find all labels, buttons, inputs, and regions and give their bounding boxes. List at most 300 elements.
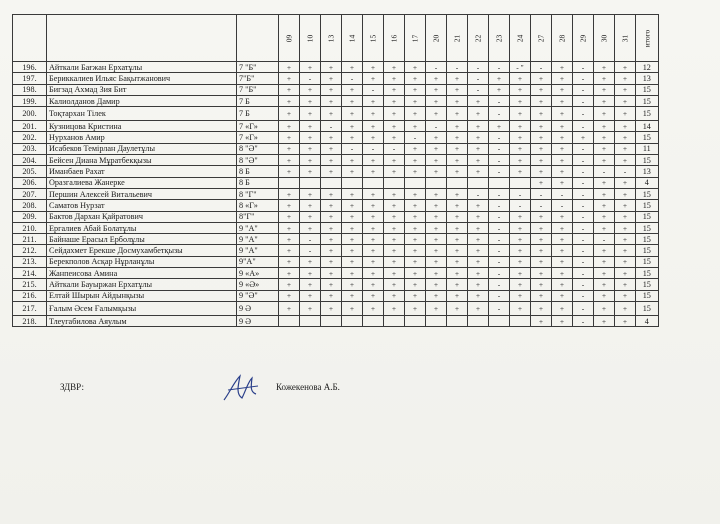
attendance-mark: - xyxy=(573,256,594,267)
attendance-mark: - xyxy=(489,62,510,73)
attendance-mark: + xyxy=(594,268,615,279)
attendance-mark: + xyxy=(510,301,531,315)
total-value: 15 xyxy=(636,222,659,233)
attendance-mark: + xyxy=(468,301,489,315)
attendance-mark: + xyxy=(279,290,300,301)
attendance-mark: + xyxy=(510,73,531,84)
attendance-mark: + xyxy=(510,155,531,166)
header-date-cell xyxy=(363,15,384,62)
date-label: 13 xyxy=(326,34,336,42)
attendance-mark: + xyxy=(615,211,636,222)
footer-role-label: ЗДВР: xyxy=(60,382,84,392)
attendance-mark: + xyxy=(363,279,384,290)
row-number: 202. xyxy=(13,132,47,143)
attendance-mark: + xyxy=(405,256,426,267)
attendance-mark: - xyxy=(489,132,510,143)
attendance-mark: + xyxy=(531,177,552,188)
attendance-mark: + xyxy=(552,301,573,315)
class-label: 8 Б xyxy=(237,177,279,188)
attendance-mark: - xyxy=(573,279,594,290)
attendance-mark: + xyxy=(552,62,573,73)
attendance-mark: - xyxy=(573,301,594,315)
attendance-mark: + xyxy=(321,245,342,256)
header-date-cell xyxy=(489,15,510,62)
attendance-mark: + xyxy=(552,121,573,132)
attendance-mark: + xyxy=(447,107,468,121)
attendance-mark: - xyxy=(573,73,594,84)
attendance-mark: + xyxy=(405,73,426,84)
total-value: 14 xyxy=(636,121,659,132)
attendance-mark: + xyxy=(363,188,384,199)
total-value: 13 xyxy=(636,73,659,84)
attendance-mark xyxy=(300,315,321,326)
attendance-mark: - xyxy=(489,155,510,166)
attendance-mark: + xyxy=(510,107,531,121)
attendance-mark: + xyxy=(468,121,489,132)
table-row xyxy=(13,200,659,211)
attendance-mark: + xyxy=(321,279,342,290)
attendance-mark: + xyxy=(279,268,300,279)
attendance-mark: + xyxy=(468,279,489,290)
attendance-mark: + xyxy=(510,95,531,106)
attendance-mark: + xyxy=(384,279,405,290)
attendance-mark: + xyxy=(615,121,636,132)
row-number: 210. xyxy=(13,222,47,233)
attendance-mark: + xyxy=(321,132,342,143)
attendance-mark: + xyxy=(426,95,447,106)
header-date-cell xyxy=(615,15,636,62)
attendance-mark: - xyxy=(342,73,363,84)
attendance-mark: + xyxy=(510,211,531,222)
attendance-mark: + xyxy=(300,256,321,267)
row-number: 213. xyxy=(13,256,47,267)
attendance-mark: - xyxy=(363,84,384,95)
table-row xyxy=(13,143,659,154)
attendance-mark: + xyxy=(552,268,573,279)
attendance-mark: - xyxy=(573,188,594,199)
attendance-mark: + xyxy=(615,155,636,166)
attendance-mark: + xyxy=(342,132,363,143)
attendance-mark: + xyxy=(321,95,342,106)
attendance-mark: - xyxy=(489,279,510,290)
table-row xyxy=(13,256,659,267)
header-date-cell xyxy=(573,15,594,62)
student-name: Ергалиев Абай Болатұлы xyxy=(47,222,237,233)
attendance-mark: + xyxy=(363,301,384,315)
attendance-mark: + xyxy=(468,245,489,256)
attendance-mark xyxy=(300,177,321,188)
attendance-mark: + xyxy=(363,121,384,132)
table-row xyxy=(13,62,659,73)
attendance-mark: + xyxy=(342,234,363,245)
class-label: 9 "Ә" xyxy=(237,290,279,301)
attendance-mark: - xyxy=(321,121,342,132)
attendance-mark: + xyxy=(405,200,426,211)
attendance-mark: + xyxy=(615,222,636,233)
student-name: Жанпеисова Амина xyxy=(47,268,237,279)
table-row xyxy=(13,234,659,245)
attendance-mark: + xyxy=(510,279,531,290)
attendance-mark: + xyxy=(447,84,468,95)
row-number: 212. xyxy=(13,245,47,256)
attendance-mark: + xyxy=(594,143,615,154)
attendance-mark: + xyxy=(552,177,573,188)
attendance-mark: + xyxy=(531,73,552,84)
attendance-mark: + xyxy=(468,143,489,154)
attendance-mark: - xyxy=(489,290,510,301)
attendance-mark: + xyxy=(594,245,615,256)
attendance-mark: + xyxy=(615,279,636,290)
attendance-mark: + xyxy=(384,301,405,315)
attendance-mark: + xyxy=(594,177,615,188)
attendance-mark xyxy=(279,177,300,188)
attendance-mark: + xyxy=(300,301,321,315)
attendance-mark: + xyxy=(552,290,573,301)
class-label: 7 Б xyxy=(237,107,279,121)
attendance-mark: - xyxy=(573,290,594,301)
attendance-mark: + xyxy=(405,290,426,301)
attendance-mark: + xyxy=(531,245,552,256)
total-label: итого xyxy=(642,29,652,47)
attendance-mark: + xyxy=(279,301,300,315)
attendance-mark: + xyxy=(552,132,573,143)
date-label: 16 xyxy=(389,34,399,42)
attendance-mark: - xyxy=(489,256,510,267)
attendance-mark: + xyxy=(594,188,615,199)
attendance-mark: + xyxy=(447,188,468,199)
attendance-mark: - xyxy=(489,301,510,315)
row-number: 196. xyxy=(13,62,47,73)
attendance-mark: + xyxy=(615,315,636,326)
attendance-mark: + xyxy=(531,107,552,121)
attendance-mark xyxy=(405,315,426,326)
attendance-mark: + xyxy=(447,155,468,166)
total-value: 15 xyxy=(636,200,659,211)
attendance-mark: + xyxy=(321,73,342,84)
attendance-mark: - xyxy=(426,62,447,73)
table-row xyxy=(13,245,659,256)
attendance-mark: + xyxy=(426,256,447,267)
attendance-mark: + xyxy=(405,62,426,73)
attendance-mark: + xyxy=(405,143,426,154)
attendance-mark: + xyxy=(321,290,342,301)
attendance-mark xyxy=(321,315,342,326)
total-value: 4 xyxy=(636,177,659,188)
attendance-mark: + xyxy=(384,121,405,132)
date-label: 28 xyxy=(557,34,567,42)
attendance-mark: + xyxy=(426,84,447,95)
attendance-mark: + xyxy=(510,268,531,279)
attendance-mark: + xyxy=(321,234,342,245)
attendance-mark: + xyxy=(405,95,426,106)
attendance-mark: + xyxy=(447,121,468,132)
student-name: Иманбаев Рахат xyxy=(47,166,237,177)
attendance-mark: + xyxy=(342,200,363,211)
attendance-mark: + xyxy=(300,107,321,121)
row-number: 203. xyxy=(13,143,47,154)
attendance-mark: + xyxy=(552,315,573,326)
class-label: 7 "Б" xyxy=(237,62,279,73)
attendance-mark: + xyxy=(615,301,636,315)
attendance-mark: + xyxy=(363,200,384,211)
row-number: 208. xyxy=(13,200,47,211)
total-value: 15 xyxy=(636,95,659,106)
attendance-mark: - xyxy=(363,143,384,154)
attendance-mark: + xyxy=(468,95,489,106)
attendance-mark xyxy=(426,177,447,188)
attendance-mark: + xyxy=(300,166,321,177)
attendance-mark: + xyxy=(384,95,405,106)
attendance-mark: + xyxy=(405,234,426,245)
class-label: 8 "Ә" xyxy=(237,155,279,166)
attendance-mark: + xyxy=(300,279,321,290)
attendance-mark: + xyxy=(615,107,636,121)
attendance-mark: + xyxy=(321,143,342,154)
row-number: 204. xyxy=(13,155,47,166)
attendance-mark: - xyxy=(573,107,594,121)
attendance-mark: + xyxy=(531,166,552,177)
attendance-mark: + xyxy=(552,256,573,267)
class-label: 7"Б" xyxy=(237,73,279,84)
attendance-mark: + xyxy=(384,84,405,95)
attendance-mark: - xyxy=(573,200,594,211)
attendance-mark xyxy=(468,177,489,188)
table-row xyxy=(13,211,659,222)
signature-mark xyxy=(218,372,264,406)
attendance-mark: + xyxy=(426,73,447,84)
attendance-mark: - xyxy=(489,188,510,199)
attendance-mark: - xyxy=(468,188,489,199)
attendance-mark: + xyxy=(384,132,405,143)
total-value: 15 xyxy=(636,290,659,301)
attendance-mark: - xyxy=(489,143,510,154)
row-number: 218. xyxy=(13,315,47,326)
attendance-mark: + xyxy=(279,245,300,256)
attendance-mark: - xyxy=(489,268,510,279)
table-row xyxy=(13,166,659,177)
attendance-mark: - xyxy=(531,188,552,199)
attendance-mark: + xyxy=(447,301,468,315)
attendance-mark xyxy=(426,315,447,326)
total-value: 15 xyxy=(636,256,659,267)
attendance-mark: + xyxy=(594,107,615,121)
attendance-mark xyxy=(489,177,510,188)
attendance-mark: + xyxy=(594,290,615,301)
row-number: 198. xyxy=(13,84,47,95)
attendance-mark: + xyxy=(594,84,615,95)
attendance-mark: + xyxy=(531,256,552,267)
attendance-mark: + xyxy=(531,279,552,290)
attendance-mark: + xyxy=(363,290,384,301)
table-row xyxy=(13,107,659,121)
attendance-mark: + xyxy=(342,84,363,95)
attendance-mark: - xyxy=(510,200,531,211)
table-row xyxy=(13,177,659,188)
attendance-mark: + xyxy=(447,200,468,211)
attendance-mark: + xyxy=(594,200,615,211)
attendance-mark: + xyxy=(279,234,300,245)
class-label: 9"А" xyxy=(237,256,279,267)
student-name: Саматов Нурзат xyxy=(47,200,237,211)
class-label: 8"Г" xyxy=(237,211,279,222)
attendance-mark: + xyxy=(594,132,615,143)
header-num-cell xyxy=(13,15,47,62)
header-date-cell xyxy=(468,15,489,62)
header-date-cell xyxy=(300,15,321,62)
date-label: 31 xyxy=(620,34,630,42)
total-value: 11 xyxy=(636,143,659,154)
attendance-mark: + xyxy=(594,95,615,106)
attendance-mark: + xyxy=(615,200,636,211)
attendance-mark: + xyxy=(300,143,321,154)
attendance-mark: + xyxy=(300,188,321,199)
attendance-mark: + xyxy=(342,121,363,132)
table-row xyxy=(13,84,659,95)
attendance-mark: + xyxy=(405,211,426,222)
date-label: 23 xyxy=(494,34,504,42)
attendance-mark: + xyxy=(342,107,363,121)
attendance-mark: + xyxy=(384,200,405,211)
attendance-mark: - xyxy=(384,143,405,154)
attendance-mark: + xyxy=(447,268,468,279)
attendance-mark: + xyxy=(342,290,363,301)
attendance-mark: + xyxy=(531,211,552,222)
attendance-mark: + xyxy=(615,177,636,188)
header-date-cell xyxy=(342,15,363,62)
total-value: 15 xyxy=(636,245,659,256)
student-name: Бигзад Ахмад Зия Бит xyxy=(47,84,237,95)
attendance-mark: + xyxy=(531,315,552,326)
attendance-mark: + xyxy=(405,84,426,95)
attendance-mark: + xyxy=(363,234,384,245)
attendance-mark: + xyxy=(384,234,405,245)
class-label: 9 "А" xyxy=(237,245,279,256)
attendance-mark xyxy=(342,177,363,188)
attendance-mark: - xyxy=(594,166,615,177)
attendance-mark: + xyxy=(552,143,573,154)
attendance-mark: - xyxy=(300,234,321,245)
attendance-mark: - xyxy=(300,73,321,84)
attendance-mark: - xyxy=(573,84,594,95)
attendance-mark: + xyxy=(615,234,636,245)
attendance-mark: - xyxy=(489,245,510,256)
table-row xyxy=(13,301,659,315)
student-name: Тоқтархан Тілек xyxy=(47,107,237,121)
date-label: 14 xyxy=(347,34,357,42)
attendance-mark: + xyxy=(321,200,342,211)
attendance-mark: + xyxy=(426,222,447,233)
attendance-mark: + xyxy=(384,245,405,256)
row-number: 211. xyxy=(13,234,47,245)
attendance-mark: - xyxy=(489,166,510,177)
attendance-mark: + xyxy=(531,95,552,106)
attendance-mark: + xyxy=(426,211,447,222)
attendance-mark: + xyxy=(594,155,615,166)
attendance-mark: + xyxy=(405,107,426,121)
attendance-mark: + xyxy=(615,84,636,95)
student-name: Бейсен Диана Мұратбекқызы xyxy=(47,155,237,166)
attendance-mark: + xyxy=(468,155,489,166)
attendance-mark: - xyxy=(573,211,594,222)
attendance-mark: + xyxy=(279,200,300,211)
attendance-mark: + xyxy=(489,84,510,95)
attendance-mark: - xyxy=(573,177,594,188)
total-value: 15 xyxy=(636,107,659,121)
attendance-mark: + xyxy=(594,222,615,233)
row-number: 201. xyxy=(13,121,47,132)
attendance-mark: + xyxy=(300,268,321,279)
student-name: Першин Алексей Витальевич xyxy=(47,188,237,199)
attendance-mark xyxy=(489,315,510,326)
attendance-mark: + xyxy=(615,268,636,279)
attendance-mark: - xyxy=(489,222,510,233)
attendance-mark: + xyxy=(615,73,636,84)
attendance-mark: + xyxy=(531,290,552,301)
student-name: Оразгалиева Жанерке xyxy=(47,177,237,188)
attendance-mark: + xyxy=(321,301,342,315)
attendance-mark: - xyxy=(573,315,594,326)
attendance-mark: + xyxy=(510,256,531,267)
total-value: 15 xyxy=(636,188,659,199)
attendance-mark: - xyxy=(342,143,363,154)
date-label: 24 xyxy=(515,34,525,42)
attendance-mark: + xyxy=(384,62,405,73)
attendance-mark: + xyxy=(552,84,573,95)
attendance-mark: + xyxy=(594,211,615,222)
attendance-mark: + xyxy=(405,268,426,279)
header-date-cell xyxy=(384,15,405,62)
attendance-mark: + xyxy=(279,222,300,233)
attendance-mark: + xyxy=(426,200,447,211)
attendance-mark: + xyxy=(510,290,531,301)
attendance-mark: - xyxy=(573,155,594,166)
class-label: 7 Б xyxy=(237,95,279,106)
attendance-mark: + xyxy=(405,222,426,233)
attendance-mark: - xyxy=(447,62,468,73)
attendance-mark: + xyxy=(426,234,447,245)
attendance-mark: + xyxy=(300,200,321,211)
attendance-mark: + xyxy=(342,188,363,199)
header-date-cell xyxy=(321,15,342,62)
total-value: 15 xyxy=(636,132,659,143)
attendance-mark: + xyxy=(468,268,489,279)
attendance-mark: + xyxy=(468,211,489,222)
attendance-mark: + xyxy=(384,188,405,199)
attendance-mark: + xyxy=(573,132,594,143)
total-value: 15 xyxy=(636,301,659,315)
attendance-mark: + xyxy=(363,155,384,166)
class-label: 9 Ә xyxy=(237,301,279,315)
attendance-mark: + xyxy=(552,107,573,121)
header-date-cell xyxy=(426,15,447,62)
attendance-mark: + xyxy=(447,73,468,84)
attendance-mark: + xyxy=(552,245,573,256)
attendance-mark: + xyxy=(426,301,447,315)
class-label: 7 «Г» xyxy=(237,121,279,132)
attendance-mark xyxy=(468,315,489,326)
attendance-mark: - xyxy=(468,62,489,73)
attendance-mark: - xyxy=(300,245,321,256)
row-number: 199. xyxy=(13,95,47,106)
row-number: 217. xyxy=(13,301,47,315)
attendance-mark: + xyxy=(384,290,405,301)
class-label: 9 Ә xyxy=(237,315,279,326)
student-name: Елтай Шырын Айдынқызы xyxy=(47,290,237,301)
attendance-mark: + xyxy=(300,155,321,166)
date-label: 17 xyxy=(410,34,420,42)
attendance-mark xyxy=(447,177,468,188)
table-row xyxy=(13,155,659,166)
